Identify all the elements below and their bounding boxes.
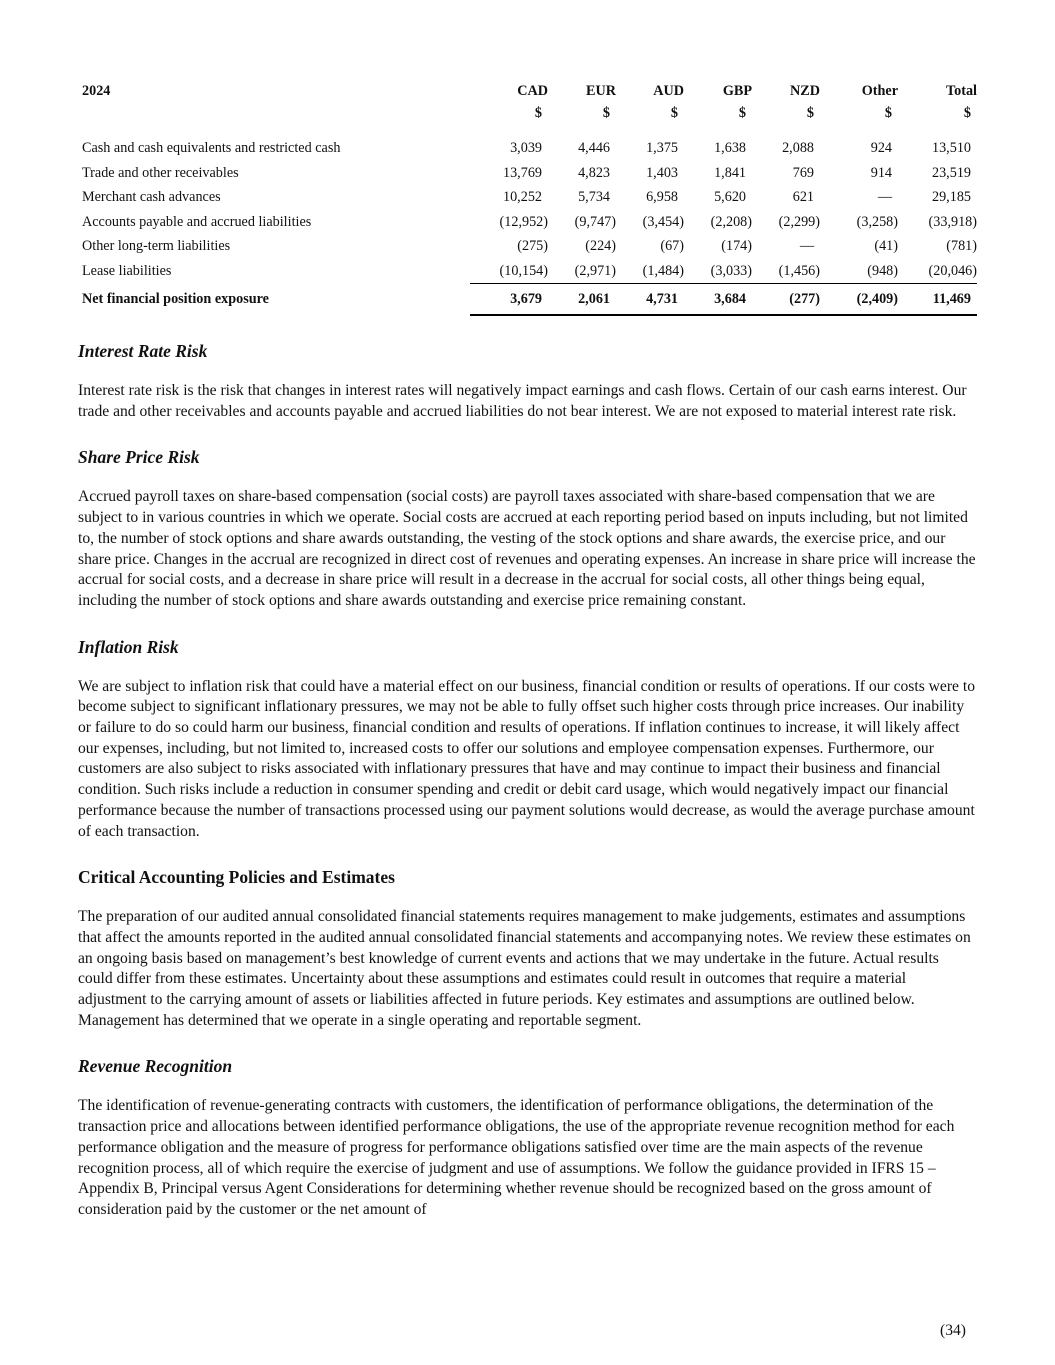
table-row <box>78 185 977 210</box>
section-heading: Inflation Risk <box>78 636 179 657</box>
table-cell: 1,403 <box>646 164 678 181</box>
table-row <box>78 234 977 259</box>
text-sections <box>78 340 977 1221</box>
section-paragraph: Accrued payroll taxes on share-based compensation (social costs) are payroll taxes associated with share-based compensation that we are subject to in various countries in which we operate. Social costs are accrued at each reporting period based on inputs including, but not limited to, the number of stock options and share awards outstanding, the vesting of the stock options and share awards, the exercise price, and our share price. Changes in the accrual are recognized in direct cost of revenues and operating expenses. An increase in share price will increase the accrual for social costs, and a decrease in share price will result in a decrease in the accrual for social costs, all other things being equal, including the number of stock options and share awards outstanding and exercise price remaining constant. <box>78 488 976 609</box>
unit-cell: $ <box>602 105 610 121</box>
table-cell: — <box>799 238 814 254</box>
section-heading: Critical Accounting Policies and Estimates <box>78 867 395 888</box>
section-heading: Interest Rate Risk <box>78 341 208 361</box>
table-cell: (67) <box>660 238 684 254</box>
table-cell: 914 <box>870 164 892 181</box>
row-label: Cash and cash equivalents and restricted cash <box>82 140 341 156</box>
section-heading: Revenue Recognition <box>78 1056 233 1077</box>
unit-cell: $ <box>738 105 746 121</box>
table-cell: 3,679 <box>470 284 548 316</box>
spacer-row <box>78 124 977 136</box>
table-cell: (2,971) <box>548 259 616 284</box>
row-label: Merchant cash advances <box>82 189 221 205</box>
currency-exposure-table <box>78 80 977 316</box>
row-label: Lease liabilities <box>82 262 172 279</box>
unit-cell: $ <box>670 105 678 121</box>
table-cell: 13,769 <box>502 164 542 181</box>
table-cell: (3,033) <box>684 259 752 284</box>
table-cell: (948) <box>820 259 898 284</box>
section-paragraph: We are subject to inflation risk that could have a material effect on our business, financial condition or results of operations. If our costs were to become subject to significant inflationary pressures, we may not be able to fully offset such higher costs through price increases. Our inability or failure to do so could harm our business, financial condition and results of operations. If inflation continues to increase, it will likely affect our expenses, including, but not limited to, increased costs to offer our solutions and employee compensation expenses. Furthermore, our customers are also subject to risks associated with inflationary pressures that have and may continue to impact their business and financial condition. Such risks include a reduction in consumer spending and credit or debit card usage, which would negatively impact our financial performance because the number of transactions processed using our payment solutions would decrease, as would the average purchase amount of each transaction. <box>78 677 975 840</box>
table-cell: (781) <box>946 238 977 254</box>
table-cell: 1,375 <box>646 140 678 156</box>
table-cell: (1,456) <box>752 259 820 284</box>
unit-label-blank <box>78 102 470 124</box>
table-cell: (10,154) <box>470 259 548 284</box>
table-cell: (2,409) <box>820 284 898 316</box>
table-cell: 4,823 <box>578 164 610 181</box>
table-cell: 11,469 <box>898 284 977 316</box>
table-cell: (12,952) <box>499 213 548 230</box>
table-cell: (275) <box>517 238 548 254</box>
row-label: Net financial position exposure <box>82 291 269 308</box>
table-cell: 769 <box>792 164 814 181</box>
table-cell: 13,510 <box>931 140 971 156</box>
table-cell: (174) <box>721 238 752 254</box>
section-paragraph: The preparation of our audited annual consolidated financial statements requires management to make judgements, estimates and assumptions that affect the amounts reported in the audited annual consolidated financial statements and accompanying notes. We review these estimates on an ongoing basis based on management’s best knowledge of current events and actions that we may undertake in the future. Actual results could differ from these estimates. Uncertainty about these assumptions and estimates could result in outcomes that require a material adjustment to the carrying amount of assets or liabilities affected in future periods. Key estimates and assumptions are outlined below. Management has determined that we operate in a single operating and reportable segment. <box>78 908 971 1029</box>
unit-row <box>78 102 977 124</box>
table-cell: 2,088 <box>782 140 814 156</box>
col-header-gbp: GBP <box>722 83 752 99</box>
unit-cell: $ <box>534 105 542 121</box>
table-row <box>78 161 977 186</box>
page-number: (34) <box>940 1322 966 1339</box>
table-cell: 1,638 <box>714 140 746 156</box>
table-cell: (20,046) <box>898 259 977 284</box>
table-cell: 5,620 <box>714 189 746 205</box>
table-cell: 3,684 <box>684 284 752 316</box>
table-cell: 621 <box>792 189 814 205</box>
table-cell: — <box>877 189 892 205</box>
document-body <box>78 80 977 1221</box>
unit-cell: $ <box>806 105 814 121</box>
section-paragraph: The identification of revenue-generating contracts with customers, the identification of performance obligations, the determination of the transaction price and allocations between identified performance obligations, the use of the appropriate revenue recognition method for each performance obligation and the measure of progress for performance obligations satisfied over time are the main aspects of the revenue recognition process, all of which require the exercise of judgment and use of assumptions. We follow the guidance provided in IFRS 15 – Appendix B, Principal versus Agent Considerations for determining whether revenue should be recognized based on the gross amount of consideration paid by the customer or the net amount of <box>78 1097 955 1218</box>
table-cell: 924 <box>870 140 892 156</box>
unit-cell: $ <box>884 105 892 121</box>
row-label: Trade and other receivables <box>82 164 239 181</box>
table-cell: 29,185 <box>931 189 971 205</box>
table-cell: 3,039 <box>510 140 542 156</box>
col-header-aud: AUD <box>653 83 684 99</box>
col-header-eur: EUR <box>586 83 616 99</box>
table-row <box>78 259 977 284</box>
table-header-row <box>78 80 977 102</box>
table-cell: (2,299) <box>778 213 820 230</box>
table-year: 2024 <box>82 83 111 99</box>
row-label: Other long-term liabilities <box>82 238 231 254</box>
table-cell: 4,731 <box>616 284 684 316</box>
table-row <box>78 136 977 161</box>
section-heading: Share Price Risk <box>78 447 200 468</box>
table-body <box>78 80 977 315</box>
table-cell: (277) <box>752 284 820 316</box>
table-row <box>78 210 977 235</box>
unit-cell: $ <box>963 105 971 121</box>
row-label: Accounts payable and accrued liabilities <box>82 213 312 230</box>
col-header-nzd: NZD <box>790 83 820 99</box>
table-cell: 23,519 <box>931 164 971 181</box>
col-header-cad: CAD <box>517 83 548 99</box>
table-cell: 4,446 <box>578 140 610 156</box>
table-cell: (224) <box>585 238 616 254</box>
table-cell: (9,747) <box>574 213 616 230</box>
table-cell: (2,208) <box>710 213 752 230</box>
table-cell: 1,841 <box>714 164 746 181</box>
table-cell: (41) <box>874 238 898 254</box>
table-cell: (33,918) <box>928 213 977 230</box>
table-total-row <box>78 284 977 316</box>
table-cell: (1,484) <box>616 259 684 284</box>
table-cell: (3,454) <box>642 213 684 230</box>
table-cell: 5,734 <box>578 189 610 205</box>
table-cell: (3,258) <box>856 213 898 230</box>
table-cell: 6,958 <box>646 189 678 205</box>
table-cell: 10,252 <box>502 189 542 205</box>
section-paragraph: Interest rate risk is the risk that changes in interest rates will negatively impact earnings and cash flows. Certain of our cash earns interest. Our trade and other receivables and accounts payable and accrued liabilities do not bear interest. We are not exposed to material interest rate risk. <box>78 382 967 420</box>
col-header-other: Other <box>861 83 898 99</box>
table-cell: 2,061 <box>548 284 616 316</box>
col-header-total: Total <box>945 83 977 99</box>
